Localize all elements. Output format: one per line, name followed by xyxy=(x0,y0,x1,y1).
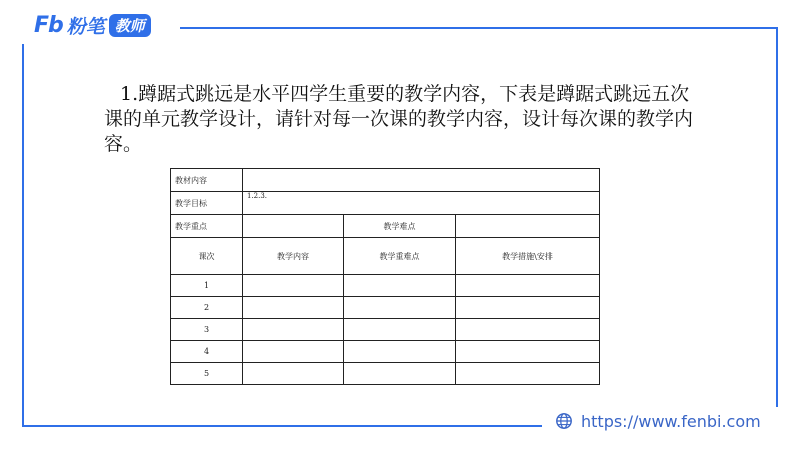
table-row xyxy=(171,215,600,238)
globe-icon xyxy=(555,412,573,430)
table-cell xyxy=(243,363,344,385)
difficulty-value xyxy=(456,215,600,238)
frame-right-line xyxy=(776,27,778,407)
header-lesson: 课次 xyxy=(171,238,243,275)
url-link[interactable]: https://www.fenbi.com xyxy=(581,411,761,431)
focus-label: 教学重点 xyxy=(171,215,243,238)
table-row xyxy=(171,192,600,215)
header-content: 教学内容 xyxy=(243,238,344,275)
table-cell xyxy=(456,275,600,297)
table-row xyxy=(171,275,600,297)
table-cell xyxy=(344,297,456,319)
table-header-row xyxy=(171,238,600,275)
lesson-number: 2 xyxy=(171,297,243,319)
lesson-number: 3 xyxy=(171,319,243,341)
lesson-number: 5 xyxy=(171,363,243,385)
table-cell xyxy=(456,363,600,385)
table-cell xyxy=(456,341,600,363)
difficulty-label: 教学难点 xyxy=(344,215,456,238)
table-row xyxy=(171,297,600,319)
header-key-points: 教学重难点 xyxy=(344,238,456,275)
table-cell xyxy=(344,275,456,297)
table-row xyxy=(171,363,600,385)
frame-bottom-line xyxy=(22,425,542,427)
material-label: 教材内容 xyxy=(171,169,243,192)
table-cell xyxy=(243,319,344,341)
table-cell xyxy=(344,319,456,341)
table-row xyxy=(171,169,600,192)
header-measures: 教学措施\安排 xyxy=(456,238,600,275)
table-cell xyxy=(243,297,344,319)
table-cell xyxy=(456,319,600,341)
table-cell xyxy=(243,275,344,297)
goal-value: 1.2.3. xyxy=(243,192,600,215)
logo-mark: Fb xyxy=(34,12,63,38)
lesson-number: 4 xyxy=(171,341,243,363)
table-row xyxy=(171,341,600,363)
table-cell xyxy=(456,297,600,319)
frame-left-line xyxy=(22,44,24,427)
logo-name: 粉笔 xyxy=(66,15,105,38)
material-value xyxy=(243,169,600,192)
table-cell xyxy=(344,341,456,363)
lesson-number: 1 xyxy=(171,275,243,297)
table-cell xyxy=(243,341,344,363)
goal-label: 教学目标 xyxy=(171,192,243,215)
footer-url[interactable] xyxy=(555,410,761,432)
frame-top-line xyxy=(180,27,778,29)
logo-badge: 教师 xyxy=(109,14,151,37)
focus-value xyxy=(243,215,344,238)
unit-plan-table xyxy=(170,168,600,385)
table-cell xyxy=(344,363,456,385)
table-row xyxy=(171,319,600,341)
question-text: 1.蹲踞式跳远是水平四学生重要的教学内容，下表是蹲踞式跳远五次课的单元教学设计，请针对每一次课的教学内容，设计每次课的教学内容。 xyxy=(104,83,694,155)
brand-logo xyxy=(34,12,151,38)
